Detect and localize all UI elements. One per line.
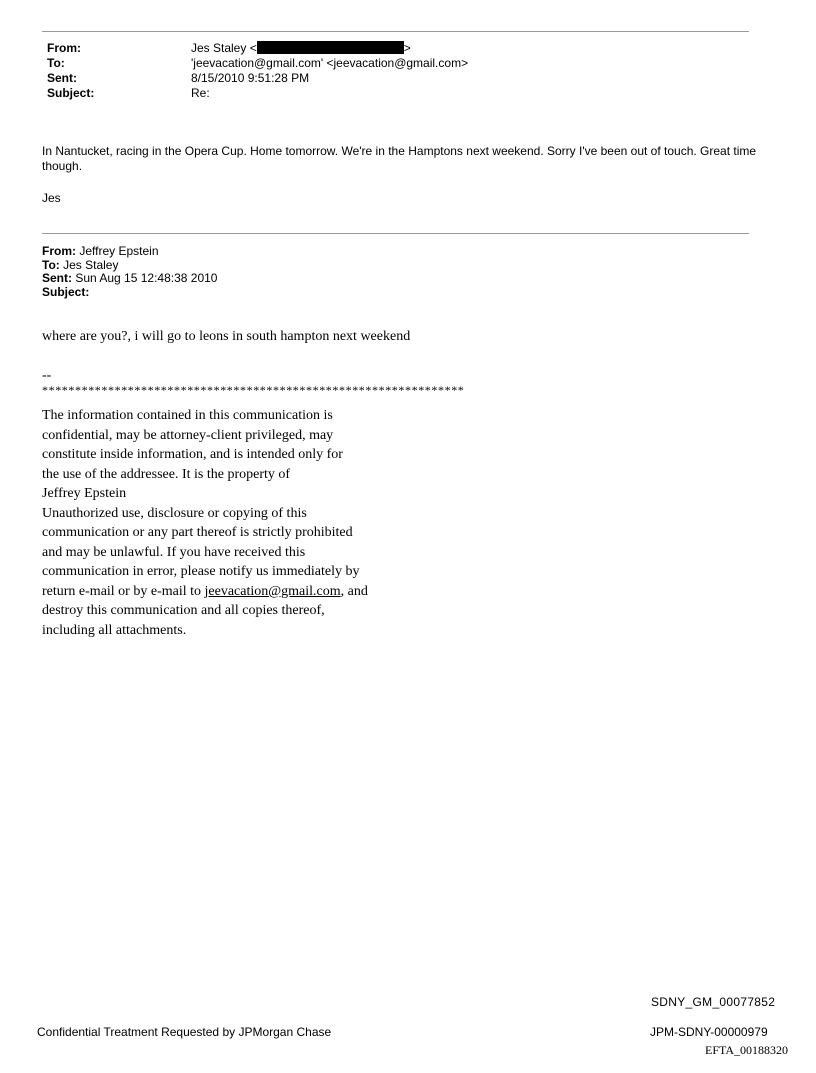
reply-signature: Jes xyxy=(42,191,61,205)
email-link[interactable]: jeevacation@gmail.com xyxy=(204,583,341,599)
subject-value: Re: xyxy=(191,86,210,100)
disclaimer-line: Jeffrey Epstein xyxy=(42,486,127,501)
disclaimer-line: including all attachments. xyxy=(42,622,187,638)
reply-body: In Nantucket, racing in the Opera Cup. Home tomorrow. We're in the Hamptons next weekend. Sorry I've been out of touch. Great time though. xyxy=(42,144,757,173)
bates-gm: SDNY_GM_00077852 xyxy=(651,995,776,1009)
top-divider xyxy=(42,31,749,32)
subject-label: Subject: xyxy=(47,86,95,100)
message-divider xyxy=(42,233,749,234)
forwarded-from: From: Jeffrey Epstein xyxy=(42,244,159,258)
confidential-footer: Confidential Treatment Requested by JPMorgan Chase xyxy=(37,1025,332,1039)
forwarded-header xyxy=(42,245,217,299)
forwarded-body: where are you?, i will go to leons in south hampton next weekend xyxy=(42,329,411,344)
sent-label: Sent: xyxy=(47,71,77,85)
signature-dashes: -- xyxy=(42,368,52,383)
disclaimer-line: communication or any part thereof is strictly prohibited xyxy=(42,525,353,540)
disclaimer-line: Unauthorized use, disclosure or copying of this xyxy=(42,505,307,521)
disclaimer-line: the use of the addressee. It is the property of xyxy=(42,466,291,482)
disclaimer-line: return e-mail or by e-mail to jeevacation@gmail.com, and xyxy=(42,583,368,599)
redaction-bar xyxy=(257,41,404,54)
forwarded-subject: Subject: xyxy=(42,284,90,299)
from-value: Jes Staley < > xyxy=(191,41,411,55)
bates-efta: EFTA_00188320 xyxy=(705,1043,789,1057)
to-value: 'jeevacation@gmail.com' <jeevacation@gmail.com> xyxy=(191,56,469,70)
disclaimer-line: confidential, may be attorney-client privileged, may xyxy=(42,427,334,443)
disclaimer-line: constitute inside information, and is intended only for xyxy=(42,447,343,462)
to-label: To: xyxy=(47,56,65,70)
disclaimer-line: communication in error, please notify us immediately by xyxy=(42,564,360,579)
disclaimer-line: and may be unlawful. If you have received this xyxy=(42,544,306,560)
stars-divider: **************************************************************** xyxy=(42,383,465,397)
from-label: From: xyxy=(47,41,81,55)
disclaimer-line: destroy this communication and all copies thereof, xyxy=(42,603,325,618)
confidentiality-disclaimer xyxy=(42,406,368,640)
disclaimer-line: The information contained in this communication is xyxy=(42,408,333,423)
sent-value: 8/15/2010 9:51:28 PM xyxy=(191,71,310,85)
forwarded-to: To: Jes Staley xyxy=(42,257,119,272)
forwarded-sent: Sent: Sun Aug 15 12:48:38 2010 xyxy=(42,271,218,285)
bates-jpm: JPM-SDNY-00000979 xyxy=(650,1025,768,1039)
